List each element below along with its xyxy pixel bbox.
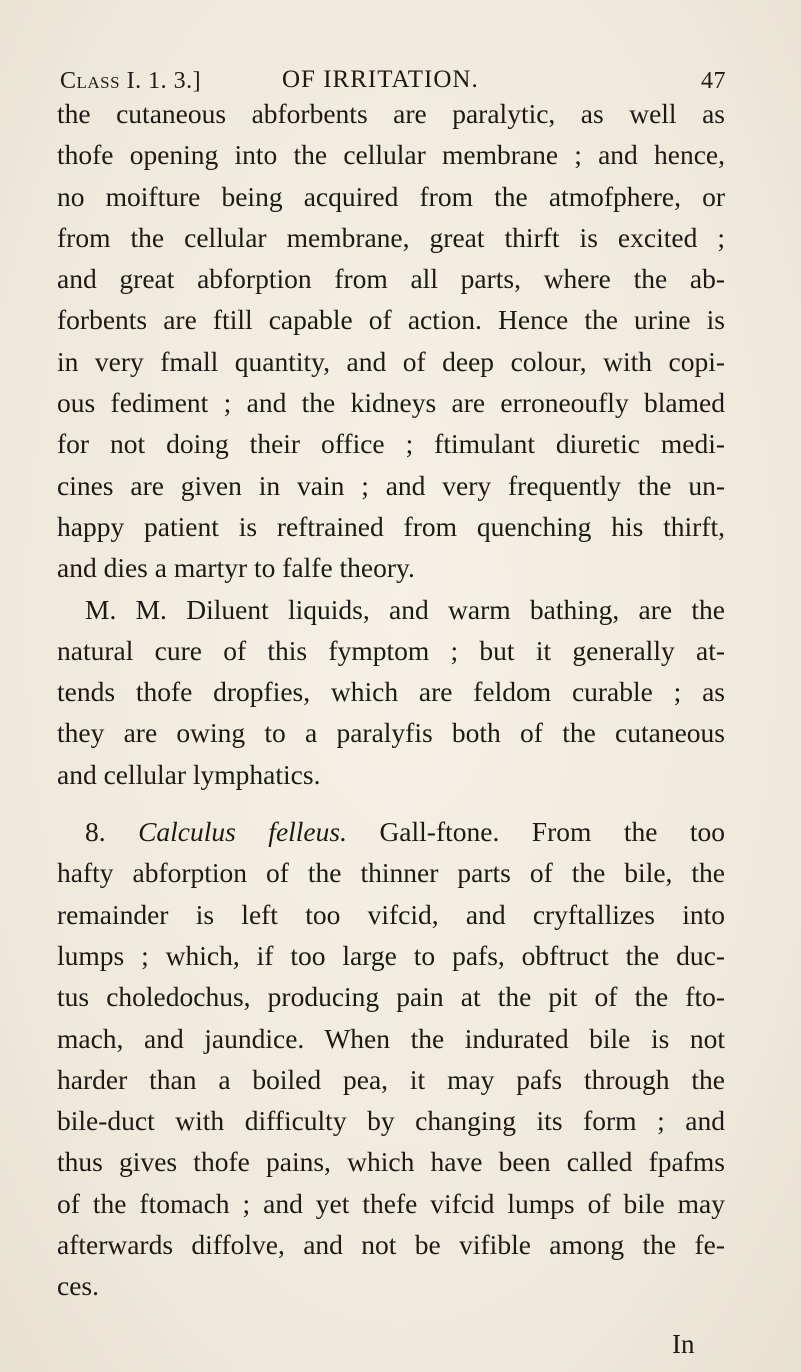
section-number: 8. <box>85 816 106 848</box>
text-line: tends thofe dropfies, which are feldom curable ; as <box>57 676 725 708</box>
page-number: 47 <box>701 68 726 94</box>
text-line: hafty abforption of the thinner parts of the bile, the <box>57 857 725 889</box>
text-line: thofe opening into the cellular membrane ; and hence, <box>57 139 725 171</box>
chapter-title: OF IRRITATION. <box>282 66 479 93</box>
text-line: bile-duct with difficulty by changing its form ; and <box>57 1105 725 1137</box>
text-line: the cutaneous abforbents are paralytic, as well as <box>57 98 725 129</box>
section-reference: Class I. 1. 3.] <box>60 68 202 94</box>
text-line <box>57 811 725 852</box>
text-line: happy patient is reftrained from quenching his thirft, <box>57 510 725 542</box>
text-line: cines are given in vain ; and very frequently the un- <box>57 469 725 501</box>
text-line: mach, and jaundice. When the indurated bile is not <box>57 1022 725 1054</box>
catchword: In <box>672 1329 695 1359</box>
text-line: harder than a boiled pea, it may pafs through the <box>57 1063 725 1095</box>
text-line: afterwards diffolve, and not be vifible among the fe- <box>57 1229 725 1261</box>
body-text <box>57 93 725 1307</box>
text-line: forbents are ftill capable of action. Hence the urine is <box>57 304 725 336</box>
text-line: M. M. Diluent liquids, and warm bathing, are the <box>85 593 725 625</box>
text-line: no moifture being acquired from the atmofphere, or <box>57 180 725 212</box>
text-line: natural cure of this fymptom ; but it generally at- <box>57 634 725 666</box>
text-line: remainder is left too vifcid, and cryftallizes into <box>57 898 725 930</box>
text-line: and dies a martyr to falfe theory. <box>57 552 415 584</box>
section-lead-text: Gall-ftone. From the too <box>379 816 726 848</box>
text-line: lumps ; which, if too large to pafs, obftruct the duc- <box>57 939 725 971</box>
text-line: of the ftomach ; and yet thefe vifcid lumps of bile may <box>57 1187 725 1219</box>
text-line: from the cellular membrane, great thirft is excited ; <box>57 221 725 253</box>
text-line: ous fediment ; and the kidneys are erroneoufly blamed <box>57 387 725 419</box>
text-line: thus gives thofe pains, which have been called fpafms <box>57 1146 725 1178</box>
text-line: ces. <box>57 1270 99 1302</box>
text-line: in very fmall quantity, and of deep colour, with copi- <box>57 345 725 377</box>
text-line: and great abforption from all parts, where the ab- <box>57 263 725 295</box>
text-line: for not doing their office ; ftimulant diuretic medi- <box>57 428 725 460</box>
text-line: tus choledochus, producing pain at the pit of the fto- <box>57 981 725 1013</box>
paragraph-gap <box>57 795 725 811</box>
text-line: they are owing to a paralyfis both of the cutaneous <box>57 717 725 749</box>
section-term: Calculus felleus. <box>138 816 347 848</box>
text-line: and cellular lymphatics. <box>57 758 321 790</box>
